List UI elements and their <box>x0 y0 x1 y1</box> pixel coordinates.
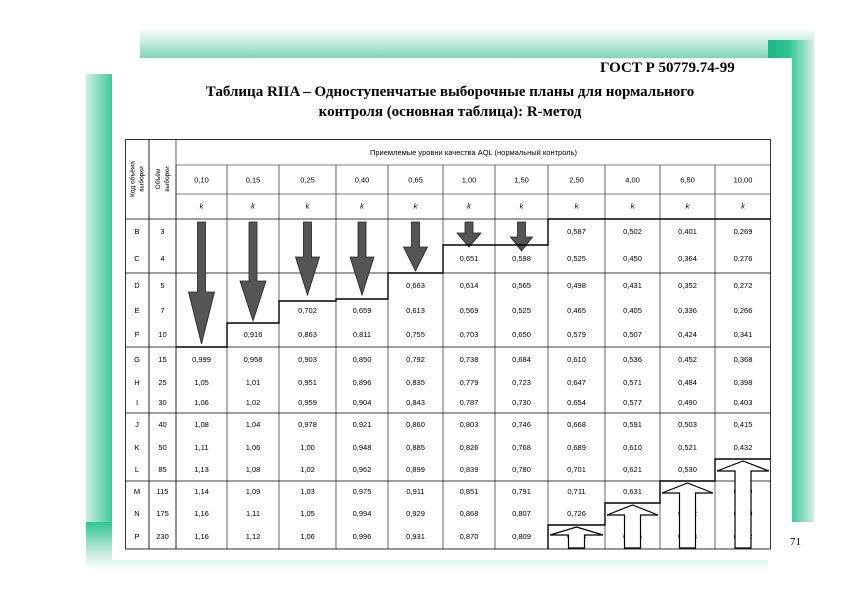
k-value: 0,621 <box>623 464 642 474</box>
k-value: 0,401 <box>678 226 697 236</box>
k-value: 0,591 <box>623 419 642 429</box>
k-value: 0,503 <box>678 419 697 429</box>
k-value: 0,684 <box>512 354 531 364</box>
k-value: 0,577 <box>623 397 642 407</box>
aql-level-label: 10,00 <box>733 175 753 185</box>
k-value: 0,484 <box>678 377 697 387</box>
k-value: 0,659 <box>352 305 372 315</box>
k-value: 0,651 <box>459 253 479 263</box>
k-value: 0,835 <box>406 377 425 387</box>
sample-size: 230 <box>156 531 169 541</box>
k-value: 0,711 <box>567 486 586 496</box>
table-title-line-2: контроля (основная таблица): R-метод <box>318 104 582 120</box>
k-value: 0,465 <box>567 305 586 315</box>
k-value: 0,502 <box>623 226 642 236</box>
k-value: 0,746 <box>512 419 531 429</box>
k-value: 0,903 <box>298 354 317 364</box>
k-label: k <box>630 201 635 211</box>
k-value: 0,614 <box>459 280 479 290</box>
k-value: 1,08 <box>245 464 261 474</box>
k-value: 0,266 <box>733 305 753 315</box>
aql-level-label: 0,10 <box>194 175 209 185</box>
k-label: k <box>574 201 579 211</box>
k-value: 0,730 <box>512 397 531 407</box>
k-value: 0,899 <box>406 464 425 474</box>
k-value: 0,931 <box>406 531 425 541</box>
k-value: 0,994 <box>352 508 372 518</box>
k-label: k <box>305 201 310 211</box>
k-value: 0,780 <box>512 464 531 474</box>
sample-size: 85 <box>158 464 167 474</box>
k-value: 0,530 <box>678 464 697 474</box>
aql-header-text: Приемлемые уровни качества AQL (нормальный контроль) <box>370 147 577 157</box>
sample-code: J <box>135 419 139 429</box>
k-label: k <box>413 201 418 211</box>
k-value: 0,755 <box>406 329 425 339</box>
sample-size: 15 <box>158 354 167 364</box>
sample-code: G <box>134 354 140 364</box>
k-value: 0,996 <box>352 531 372 541</box>
k-value: 0,868 <box>459 508 479 518</box>
k-value: 0,978 <box>298 419 317 429</box>
k-value: 0,272 <box>733 280 753 290</box>
sample-size: 3 <box>160 226 165 236</box>
k-value: 0,368 <box>733 354 753 364</box>
k-value: 0,779 <box>459 377 479 387</box>
k-value: 0,870 <box>459 531 479 541</box>
k-value: 1,11 <box>194 442 209 452</box>
k-value: 1,03 <box>300 486 315 496</box>
k-label: k <box>685 201 690 211</box>
k-label: k <box>360 201 364 211</box>
k-value: 0,726 <box>567 508 586 518</box>
sample-size: 175 <box>156 508 169 518</box>
k-value: 1,06 <box>245 442 261 452</box>
k-value: 0,490 <box>678 397 697 407</box>
sample-size: 50 <box>158 442 167 452</box>
k-value: 0,452 <box>678 354 697 364</box>
k-value: 0,958 <box>243 354 263 364</box>
table-title-line-1: Таблица RIIA – Одноступенчатые выборочные планы для нормального <box>205 84 695 100</box>
k-value: 0,768 <box>512 442 531 452</box>
sample-code: F <box>134 329 140 339</box>
k-label: k <box>741 201 745 211</box>
aql-level-label: 4,00 <box>625 175 640 185</box>
k-value: 0,811 <box>352 329 372 339</box>
k-value: 0,398 <box>733 377 753 387</box>
k-value: 0,431 <box>623 280 642 290</box>
k-label: k <box>519 201 524 211</box>
k-value: 0,975 <box>352 486 372 496</box>
k-value: 0,610 <box>567 354 586 364</box>
standard-number: ГОСТ Р 50779.74-99 <box>600 60 735 76</box>
k-value: 0,269 <box>733 226 753 236</box>
k-value: 1,01 <box>245 377 261 387</box>
k-value: 0,341 <box>733 329 753 339</box>
k-value: 0,415 <box>733 419 753 429</box>
k-value: 0,276 <box>733 253 753 263</box>
k-value: 0,850 <box>352 354 372 364</box>
k-value: 0,571 <box>623 377 642 387</box>
k-value: 1,06 <box>300 531 315 541</box>
k-value: 0,432 <box>733 442 753 452</box>
k-value: 0,959 <box>298 397 317 407</box>
k-value: 0,738 <box>459 354 479 364</box>
k-value: 0,525 <box>512 305 531 315</box>
k-value: 0,911 <box>406 486 425 496</box>
aql-level-label: 0,25 <box>300 175 315 185</box>
sample-code: N <box>134 508 140 518</box>
k-value: 1,09 <box>245 486 261 496</box>
k-value: 0,565 <box>512 280 531 290</box>
sample-code: P <box>134 531 140 541</box>
sample-code: K <box>134 442 140 452</box>
k-value: 1,05 <box>194 377 209 387</box>
k-value: 0,598 <box>512 253 531 263</box>
k-value: 0,787 <box>459 397 479 407</box>
k-value: 0,610 <box>623 442 642 452</box>
aql-level-label: 2,50 <box>569 175 584 185</box>
k-value: 0,951 <box>298 377 317 387</box>
k-value: 0,921 <box>352 419 372 429</box>
k-label: k <box>467 201 471 211</box>
k-value: 1,11 <box>245 508 261 518</box>
k-value: 0,803 <box>459 419 479 429</box>
k-value: 0,916 <box>243 329 263 339</box>
k-value: 0,364 <box>678 253 697 263</box>
k-value: 0,336 <box>678 305 697 315</box>
k-value: 0,702 <box>298 305 317 315</box>
k-value: 1,04 <box>245 419 261 429</box>
sample-size: 10 <box>158 329 167 339</box>
k-label: k <box>251 201 255 211</box>
sample-code: I <box>135 397 139 407</box>
size-header-text: Объём <box>155 168 163 190</box>
k-value: 1,12 <box>245 531 261 541</box>
sample-code: D <box>134 280 140 290</box>
sampling-plans-table <box>125 139 772 541</box>
k-value: 0,352 <box>678 280 697 290</box>
k-value: 0,860 <box>406 419 425 429</box>
k-value: 0,587 <box>567 226 586 236</box>
k-value: 0,809 <box>512 531 531 541</box>
k-value: 0,948 <box>352 442 372 452</box>
aql-level-label: 1,50 <box>514 175 529 185</box>
k-value: 0,405 <box>623 305 642 315</box>
k-value: 0,536 <box>623 354 642 364</box>
k-value: 1,16 <box>194 508 209 518</box>
sample-code: C <box>134 253 140 263</box>
aql-level-label: 0,65 <box>408 175 423 185</box>
page-number: 71 <box>790 536 801 548</box>
aql-level-label: 0,15 <box>245 175 261 185</box>
k-value: 0,839 <box>459 464 479 474</box>
k-value: 0,863 <box>298 329 317 339</box>
size-header-text: выборки <box>164 166 172 192</box>
k-value: 1,06 <box>194 397 209 407</box>
k-value: 0,701 <box>567 464 586 474</box>
k-value: 0,792 <box>406 354 425 364</box>
k-value: 0,654 <box>567 397 586 407</box>
k-value: 0,999 <box>192 354 211 364</box>
k-value: 0,525 <box>567 253 586 263</box>
k-value: 0,613 <box>406 305 425 315</box>
k-value: 0,521 <box>678 442 697 452</box>
aql-level-label: 1,00 <box>461 175 477 185</box>
code-header-text: выборки <box>138 166 146 192</box>
k-value: 1,00 <box>300 442 315 452</box>
k-value: 0,647 <box>567 377 586 387</box>
k-value: 1,08 <box>194 419 209 429</box>
k-value: 1,16 <box>194 531 209 541</box>
sample-code: B <box>134 226 140 236</box>
k-value: 0,668 <box>567 419 586 429</box>
sample-size: 5 <box>160 280 165 290</box>
k-value: 1,14 <box>194 486 209 496</box>
k-value: 0,663 <box>406 280 425 290</box>
k-label: k <box>199 201 204 211</box>
k-value: 0,450 <box>623 253 642 263</box>
k-value: 1,13 <box>194 464 209 474</box>
k-value: 0,507 <box>623 329 642 339</box>
sample-code: H <box>134 377 140 387</box>
k-value: 0,498 <box>567 280 586 290</box>
k-value: 0,851 <box>459 486 479 496</box>
k-value: 0,807 <box>512 508 531 518</box>
k-value: 0,569 <box>459 305 479 315</box>
k-value: 0,929 <box>406 508 425 518</box>
k-value: 0,896 <box>352 377 372 387</box>
k-value: 0,843 <box>406 397 425 407</box>
k-value: 0,579 <box>567 329 586 339</box>
k-value: 0,962 <box>352 464 372 474</box>
sample-size: 40 <box>158 419 167 429</box>
k-value: 0,826 <box>459 442 479 452</box>
k-value: 0,650 <box>512 329 531 339</box>
k-value: 0,904 <box>352 397 372 407</box>
k-value: 0,723 <box>512 377 531 387</box>
sample-code: E <box>134 305 140 315</box>
k-value: 0,885 <box>406 442 425 452</box>
k-value: 0,631 <box>623 486 642 496</box>
k-value: 0,689 <box>567 442 586 452</box>
k-value: 0,424 <box>678 329 697 339</box>
k-value: 1,02 <box>245 397 261 407</box>
k-value: 0,703 <box>459 329 479 339</box>
aql-level-label: 0,40 <box>354 175 370 185</box>
k-value: 1,05 <box>300 508 315 518</box>
k-value: 1,02 <box>300 464 315 474</box>
k-value: 0,403 <box>733 397 753 407</box>
k-value: 0,791 <box>512 486 531 496</box>
code-header-text: Код объёма <box>129 161 137 197</box>
sample-size: 25 <box>158 377 167 387</box>
aql-level-label: 6,50 <box>680 175 695 185</box>
sample-size: 7 <box>160 305 165 315</box>
sample-size: 4 <box>160 253 165 263</box>
sample-size: 115 <box>156 486 169 496</box>
sample-size: 30 <box>158 397 167 407</box>
table-border <box>126 140 771 550</box>
sample-code: M <box>133 486 141 496</box>
sample-code: L <box>134 464 140 474</box>
